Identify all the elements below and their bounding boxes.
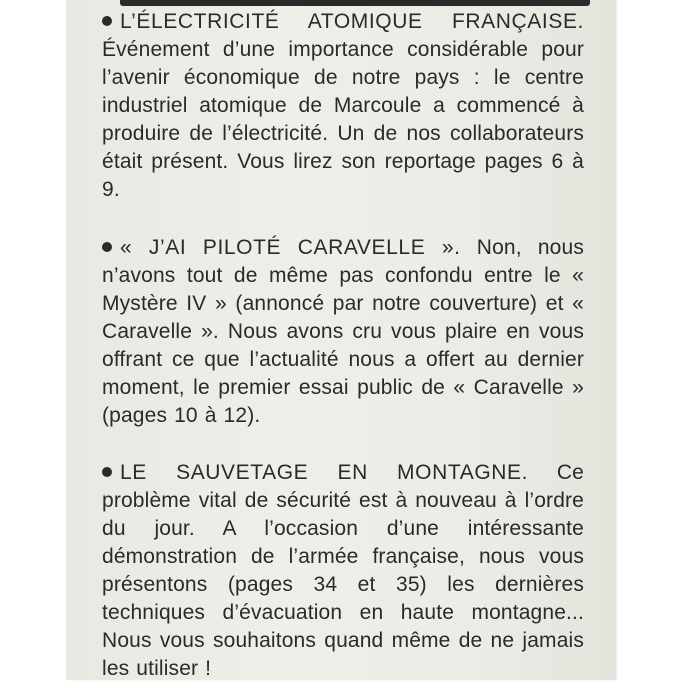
article-sauvetage-montagne <box>102 459 584 683</box>
header-strip <box>120 0 590 6</box>
article-heading: L’ÉLECTRICITÉ ATOMIQUE FRANÇAISE. <box>120 10 584 33</box>
bullet-icon <box>102 242 112 252</box>
article-body: Non, nous n’avons tout de même pas confondu entre le « Mystère IV » (annoncé par notre couverture) et « Caravelle ». Nous avons cru vous plaire en vous offrant ce que l’actualité nous a offert au dernier moment, le premier essai public de « Caravelle » (pages 10 à 12). <box>102 236 584 427</box>
article-heading: LE SAUVETAGE EN MONTAGNE. <box>120 461 529 484</box>
article-caravelle <box>102 234 584 430</box>
article-body: Événement d’une importance considérable pour l’avenir économique de notre pays : le centre industriel atomique de Marcoule a commencé à produire de l’électricité. Un de nos collaborateurs était présent. Vous lirez son reportage pages 6 à 9. <box>102 38 584 201</box>
article-electricite-atomique <box>102 8 584 204</box>
article-heading: « J’AI PILOTÉ CARAVELLE ». <box>120 236 461 259</box>
article-body: Ce problème vital de sécurité est à nouveau à l’ordre du jour. A l’occasion d’une intéressante démonstration de l’armée française, nous vous présentons (pages 34 et 35) les dernières techniques d’évacuation en haute montagne... Nous vous souhaitons quand même de ne jamais les utiliser ! <box>102 461 584 680</box>
bullet-icon <box>102 16 112 26</box>
bullet-icon <box>102 467 112 477</box>
